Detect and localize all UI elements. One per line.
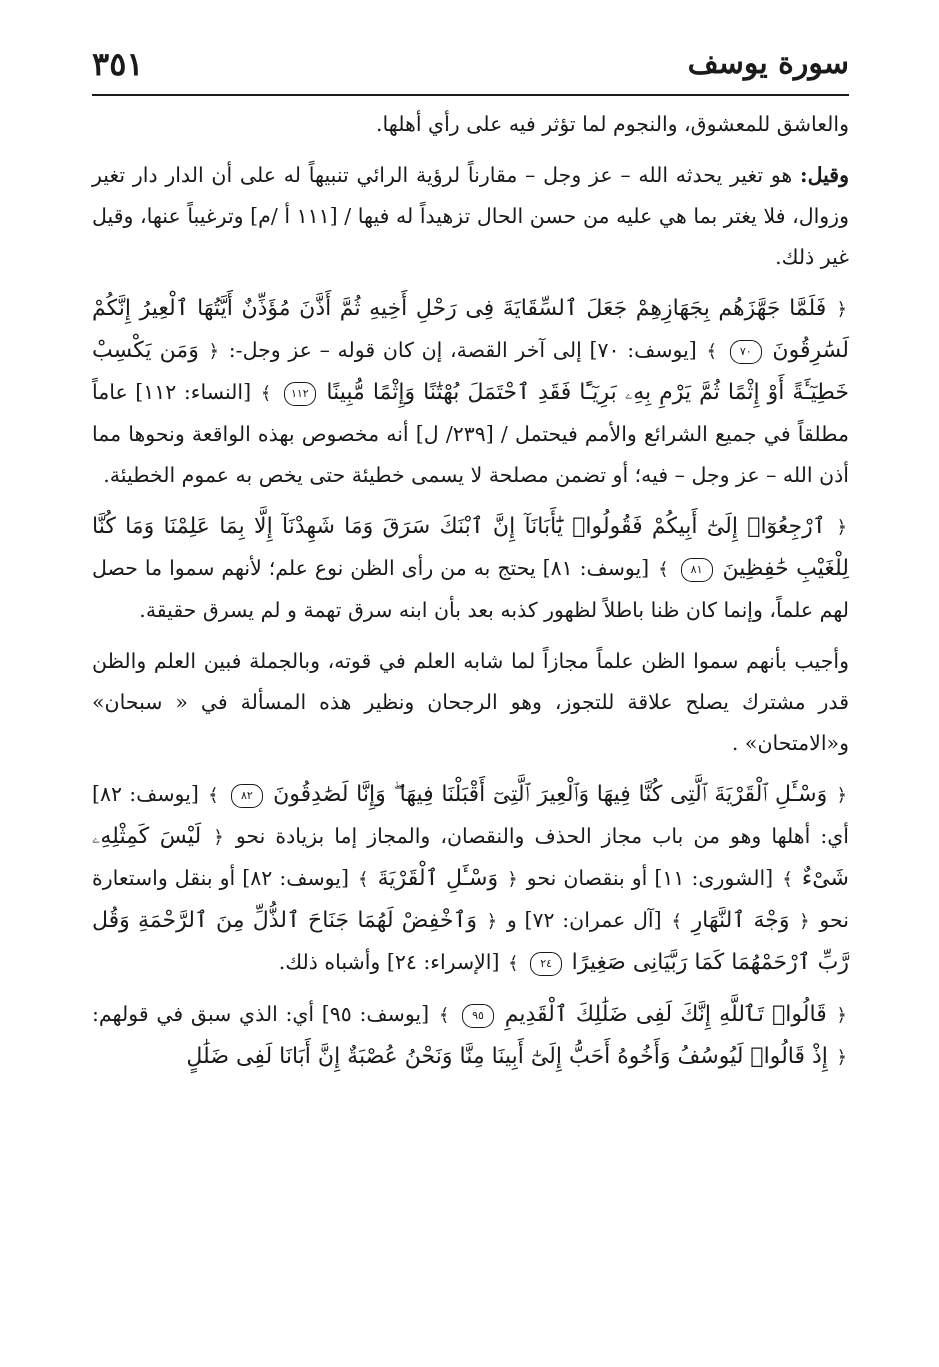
paragraph-text: [الشورى: ١١] أو بنقصان نحو [526,866,774,890]
ayah-number-marker: ٨١ [681,558,713,582]
quran-verse: فَلَمَّا جَهَّزَهُم بِجَهَازِهِمْ جَعَلَ ٱلسِّقَايَةَ فِى رَحْلِ أَخِيهِ ثُمَّ أَذَّنَ مُؤَذِّنٌ أَيَّتُهَا ٱلْعِيرُ إِنَّكُمْ لَسَٰرِقُونَ [92,296,849,363]
quran-verse: إِذْ قَالُوا۟ لَيُوسُفُ وَأَخُوهُ أَحَبُّ إِلَىٰٓ أَبِينَا مِنَّا وَنَحْنُ عُصْبَةٌ إِنَّ أَبَانَا لَفِى ضَلَٰلٍ [186,1044,828,1069]
quran-verse: ٱرْجِعُوٓا۟ إِلَىٰٓ أَبِيكُمْ فَقُولُوا۟ يَٰٓأَبَانَآ إِنَّ ٱبْنَكَ سَرَقَ وَمَا شَهِدْنَآ إِلَّا بِمَا عَلِمْنَا وَمَا كُنَّا لِلْغَيْبِ حَٰفِظِينَ [92,514,849,581]
verse-open-bracket: ﴿ [836,299,847,320]
ayah-number-marker: ٩٥ [462,1004,494,1028]
paragraph-2 [92,155,849,278]
paragraph-7 [92,994,849,1078]
page-body [92,104,849,1088]
paragraph-3 [92,288,849,496]
paragraph-text: [الإسراء: ٢٤] وأشباه ذلك. [278,950,500,974]
paragraph-text: [يوسف: ٩٥] أي: الذي سبق في قولهم: [92,1002,430,1026]
paragraph-lead: وقيل: [800,163,849,187]
paragraph-1 [92,104,849,145]
surah-title: سورة يوسف [687,46,849,81]
quran-verse: لَيْسَ كَمِثْلِهِۦ شَىْءٌ [92,824,849,891]
verse-open-bracket: ﴿ [799,911,810,932]
page-number: ٣٥١ [92,45,144,83]
verse-open-bracket: ﴿ [507,869,518,890]
verse-close-bracket: ﴾ [260,383,272,404]
paragraph-text: والعاشق للمعشوق، والنجوم لما تؤثر فيه على رأي أهلها. [376,112,849,136]
quran-verse: وَجْهَ ٱلنَّهَارِ [691,908,790,933]
quran-verse: وَمَن يَكْسِبْ خَطِيٓـَٔةً أَوْ إِثْمًا ثُمَّ يَرْمِ بِهِۦ بَرِيٓـًٔا فَقَدِ ٱحْتَمَلَ بُهْتَٰنًا وَإِثْمًا مُّبِينًا [92,338,849,405]
ayah-number-marker: ٨٢ [231,784,263,808]
page-header [92,42,849,92]
paragraph-text: هو تغير يحدثه الله – عز وجل – مقارناً لرؤية الرائي تنبيهاً له على أن الدار دار تغير وزوال، فلا يغتر بما هي عليه من حسن الحال تزهيداً له فيها / [١١١ أ /م] وترغيباً عنها، وقيل غير ذلك. [92,163,849,269]
verse-open-bracket: ﴿ [836,785,847,806]
paragraph-text: وأجيب بأنهم سموا الظن علماً مجازاً لما شابه العلم في قوته، وبالجملة فبين العلم والظن قدر مشترك يصلح علاقة للتجوز، وهو الرجحان ونظير هذه المسألة في « سبحان» و«الامتحان» . [92,649,849,755]
paragraph-5 [92,641,849,764]
verse-close-bracket: ﴾ [438,1005,450,1026]
verse-close-bracket: ﴾ [706,341,718,362]
verse-open-bracket: ﴿ [836,1005,847,1026]
verse-close-bracket: ﴾ [658,559,669,580]
ayah-number-marker: ١١٢ [284,382,316,406]
verse-close-bracket: ﴾ [508,953,519,974]
quran-verse: وَٱخْفِضْ لَهُمَا جَنَاحَ ٱلذُّلِّ مِنَ ٱلرَّحْمَةِ وَقُل رَّبِّ ٱرْحَمْهُمَا كَمَا رَبَّيَانِى صَغِيرًا [92,908,849,975]
quran-verse: قَالُوا۟ تَٱللَّهِ إِنَّكَ لَفِى ضَلَٰلِكَ ٱلْقَدِيمِ [504,1002,827,1027]
verse-open-bracket: ﴿ [836,1047,847,1068]
verse-open-bracket: ﴿ [486,911,498,932]
paragraph-text: [يوسف: ٨١] يحتج به من رأى الظن نوع علم؛ لأنهم سموا ما حصل لهم علماً، وإنما كان ظنا باطلاً لظهور كذبه بعد بأن ابنه سرق تهمة و لم يسرق حقيقة. [92,556,849,622]
verse-reference: [يوسف: ٧٠] إلى آخر القصة، إن كان قوله – عز وجل-: [228,338,697,362]
ayah-number-marker: ٢٤ [530,952,562,976]
paragraph-4 [92,506,849,631]
ayah-number-marker: ٧٠ [730,340,762,364]
paragraph-text: [النساء: ١١٢] عاماً مطلقاً في جميع الشرائع والأمم فيحتمل / [٢٣٩/ ل] أنه مخصوص بهذه الواقعة ونحوها مما أذن الله – عز وجل – فيه؛ أو تضمن مصلحة لا يسمى خطيئة حتى يخص به عموم الخطيئة. [92,380,849,487]
paragraph-6 [92,774,849,984]
verse-close-bracket: ﴾ [671,911,682,932]
verse-open-bracket: ﴿ [208,341,220,362]
quran-verse: وَسْـَٔلِ ٱلْقَرْيَةَ [377,866,499,891]
header-divider [92,94,849,96]
quran-verse: وَسْـَٔلِ ٱلْقَرْيَةَ ٱلَّتِى كُنَّا فِيهَا وَٱلْعِيرَ ٱلَّتِىٓ أَقْبَلْنَا فِيهَا ۖ وَإِنَّا لَصَٰدِقُونَ [273,782,828,807]
verse-close-bracket: ﴾ [358,869,369,890]
paragraph-text: [يوسف: ٨٢] أو بنقل واستعارة نحو [92,866,849,932]
verse-close-bracket: ﴾ [208,785,219,806]
verse-open-bracket: ﴿ [836,517,847,538]
verse-open-bracket: ﴿ [213,827,224,848]
verse-close-bracket: ﴾ [782,869,793,890]
paragraph-text: [يوسف: ٨٢] أي: أهلها وهو من باب مجاز الحذف والنقصان، والمجاز إما بزيادة نحو [92,782,849,848]
paragraph-text: [آل عمران: ٧٢] و [506,908,662,932]
